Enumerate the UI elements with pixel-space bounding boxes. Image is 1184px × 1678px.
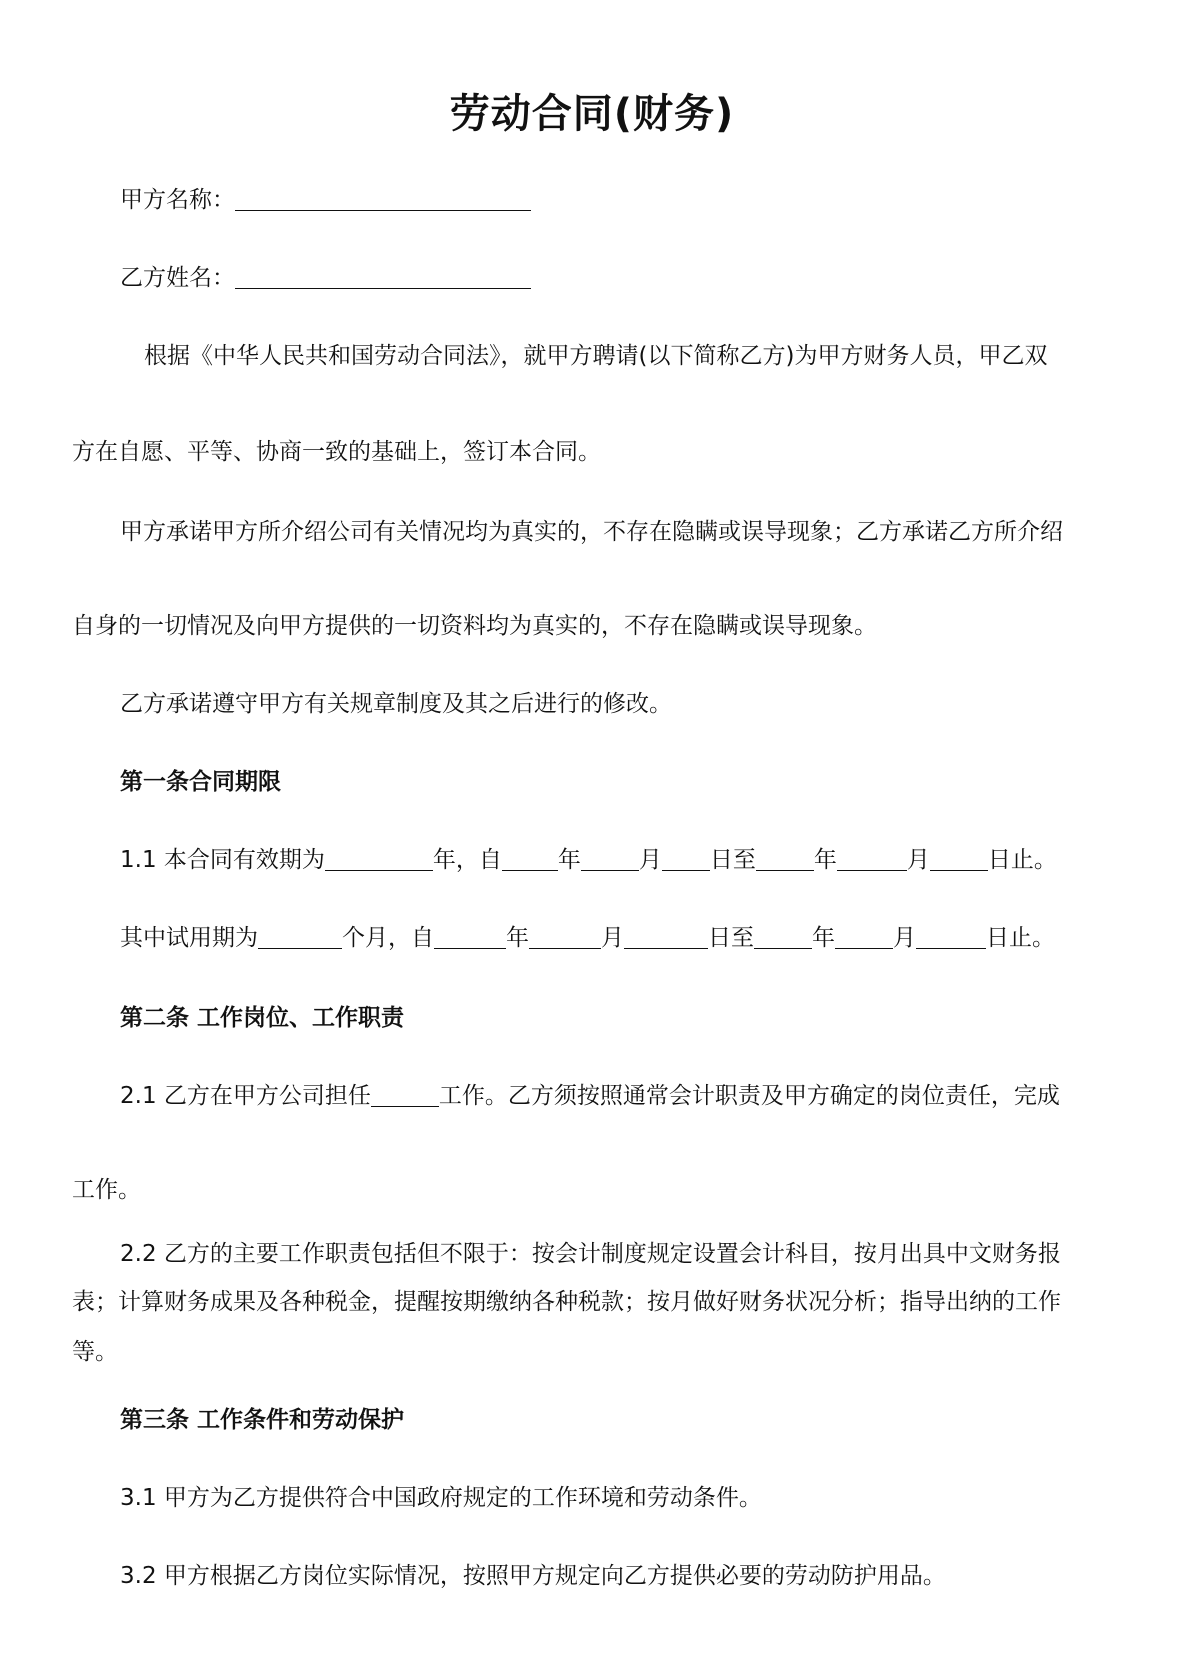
intro-line-2: 方在自愿、平等、协商一致的基础上，签订本合同。 (72, 439, 601, 465)
position-blank (371, 1080, 439, 1107)
probation-text-2: 年 (506, 925, 529, 951)
probation-end-day-blank (916, 922, 986, 949)
probation-start-month-blank (529, 922, 601, 949)
term-text-1: 年，自 (432, 847, 502, 873)
probation-text-1: 个月，自 (342, 925, 434, 951)
section-2-heading: 第二条 工作岗位、工作职责 (120, 1005, 405, 1031)
clause-3-2: 3.2 甲方根据乙方岗位实际情况，按照甲方规定向乙方提供必要的劳动防护用品。 (120, 1563, 946, 1589)
probation-start-year-blank (434, 922, 506, 949)
probation-text-6: 月 (893, 925, 916, 951)
clause-2-1-rest: 工作。乙方须按照通常会计职责及甲方确定的岗位责任，完成 (438, 1083, 1060, 1109)
term-text-7: 日止。 (987, 847, 1057, 873)
party-b-name-blank (235, 262, 531, 289)
probation-row (120, 922, 1055, 954)
document-title: 劳动合同(财务) (449, 91, 735, 137)
probation-end-year-blank (754, 922, 812, 949)
term-text-6: 月 (906, 847, 930, 873)
probation-text-7: 日止。 (986, 925, 1055, 951)
probation-end-month-blank (835, 922, 893, 949)
clause-2-2-line-2: 表；计算财务成果及各种税金，提醒按期缴纳各种税款；按月做好财务状况分析；指导出纳的工作 (72, 1289, 1061, 1315)
clause-2-2-line-1: 2.2 乙方的主要工作职责包括但不限于：按会计制度规定设置会计科目，按月出具中文财务报 (120, 1241, 1061, 1267)
probation-prefix: 其中试用期为 (120, 925, 258, 951)
section-1-heading: 第一条合同期限 (120, 769, 281, 795)
clause-2-2-line-3: 等。 (72, 1339, 118, 1365)
promise-line-3: 乙方承诺遵守甲方有关规章制度及其之后进行的修改。 (120, 691, 672, 717)
clause-3-1: 3.1 甲方为乙方提供符合中国政府规定的工作环境和劳动条件。 (120, 1485, 762, 1511)
probation-start-day-blank (624, 922, 708, 949)
clause-2-1-line-2: 工作。 (72, 1177, 141, 1203)
term-years-blank (325, 844, 433, 871)
term-end-year-blank (756, 844, 814, 871)
term-text-3: 月 (638, 847, 662, 873)
probation-text-5: 年 (812, 925, 835, 951)
term-start-year-blank (502, 844, 558, 871)
probation-text-4: 日至 (708, 925, 754, 951)
term-end-day-blank (930, 844, 988, 871)
clause-2-1-row (120, 1080, 1060, 1112)
clause-2-1-prefix: 2.1 乙方在甲方公司担任 (120, 1083, 371, 1109)
term-end-month-blank (837, 844, 907, 871)
term-start-month-blank (581, 844, 639, 871)
probation-text-3: 月 (601, 925, 624, 951)
probation-months-blank (258, 922, 342, 949)
contract-term-row (120, 844, 1057, 876)
promise-line-2: 自身的一切情况及向甲方提供的一切资料均为真实的，不存在隐瞒或误导现象。 (72, 613, 877, 639)
term-text-5: 年 (813, 847, 837, 873)
promise-line-1: 甲方承诺甲方所介绍公司有关情况均为真实的，不存在隐瞒或误导现象；乙方承诺乙方所介绍 (120, 519, 1063, 545)
party-b-row (120, 262, 531, 294)
party-a-label: 甲方名称： (120, 187, 235, 213)
intro-line-1: 根据《中华人民共和国劳动合同法》，就甲方聘请(以下简称乙方)为甲方财务人员，甲乙双 (144, 343, 1048, 369)
party-a-name-blank (235, 184, 531, 211)
term-start-day-blank (662, 844, 710, 871)
party-b-label: 乙方姓名： (120, 265, 235, 291)
party-a-row (120, 184, 531, 216)
term-text-4: 日至 (709, 847, 756, 873)
term-text-2: 年 (557, 847, 581, 873)
section-3-heading: 第三条 工作条件和劳动保护 (120, 1407, 405, 1433)
term-prefix: 1.1 本合同有效期为 (120, 847, 325, 873)
